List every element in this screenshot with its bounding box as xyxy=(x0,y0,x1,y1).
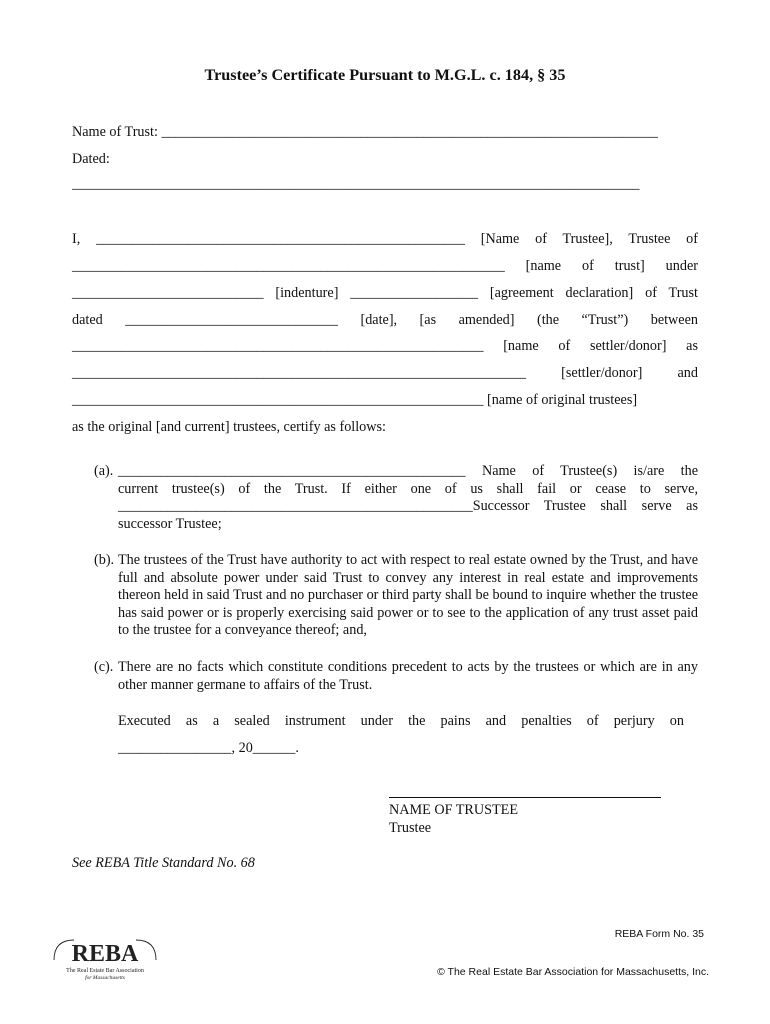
reba-logo xyxy=(50,934,160,984)
declaration-line: ___________________________ [indenture] __________________ [agreement declaration] of Trust xyxy=(72,285,698,301)
item-a-line: successor Trustee; xyxy=(118,515,222,532)
declaration-line: __________________________________________________________ [name of settler/donor] as xyxy=(72,338,698,354)
declaration-line: as the original [and current] trustees, certify as follows: xyxy=(72,419,386,435)
item-b-text: The trustees of the Trust have authority to act with respect to real estate owned by the Trust, and have full and absolute power under said Trust to convey any interest in real estate and improvements thereon held in said Trust and no purchaser or third party shall be bound to inquire whether the trustee has said power or is properly exercising said power or to see to the application of any trust asset paid to the trustee for a conveyance thereof; and, xyxy=(118,552,698,639)
name-of-trust-field: Name of Trust: ______________________________________________________________________ xyxy=(72,124,659,140)
signature-role: Trustee xyxy=(389,820,432,836)
signature-line xyxy=(389,797,661,798)
reba-logo-mark: REBA xyxy=(71,941,139,967)
item-a-line: _________________________________________________ Name of Trustee(s) is/are the xyxy=(118,463,698,479)
dated-label: Dated: xyxy=(72,151,110,167)
title-standard-reference: See REBA Title Standard No. 68 xyxy=(72,855,255,871)
declaration-line: _____________________________________________________________ [name of trust] under xyxy=(72,258,698,274)
item-a-line: __________________________________________________Successor Trustee shall serve as xyxy=(118,498,698,515)
reba-logo-line2: for Massachusetts xyxy=(85,975,125,981)
dated-blank: ________________________________________________________________________________ xyxy=(72,176,640,192)
form-number: REBA Form No. 35 xyxy=(614,928,704,940)
declaration-line: __________________________________________________________ [name of original trustees] xyxy=(72,392,638,408)
item-c-text: There are no facts which constitute conditions precedent to acts by the trustees or which are in any other manner germane to affairs of the Trust. xyxy=(118,659,698,693)
reba-logo-graphic xyxy=(50,934,160,984)
item-a-line: current trustee(s) of the Trust. If either one of us shall fail or cease to serve, xyxy=(118,480,698,497)
declaration-line: ________________________________________________________________ [settler/donor] and xyxy=(72,365,698,381)
item-c-label: (c). xyxy=(94,659,114,675)
executed-statement: Executed as a sealed instrument under the pains and penalties of perjury on xyxy=(118,713,684,729)
item-a-body xyxy=(118,463,698,533)
copyright-notice: © The Real Estate Bar Association for Massachusetts, Inc. xyxy=(437,966,709,978)
document-title: Trustee’s Certificate Pursuant to M.G.L. c. 184, § 35 xyxy=(204,66,566,84)
signature-name: NAME OF TRUSTEE xyxy=(389,802,519,818)
declaration-line: dated ______________________________ [date], [as amended] (the “Trust”) between xyxy=(72,312,698,328)
item-a-label: (a). xyxy=(94,463,114,479)
item-b-label: (b). xyxy=(94,552,115,568)
declaration-line: I, ____________________________________________________ [Name of Trustee], Trustee of xyxy=(72,231,698,247)
reba-logo-line1: The Real Estate Bar Association xyxy=(66,968,144,974)
execution-date-blank: ________________, 20______. xyxy=(118,740,299,756)
